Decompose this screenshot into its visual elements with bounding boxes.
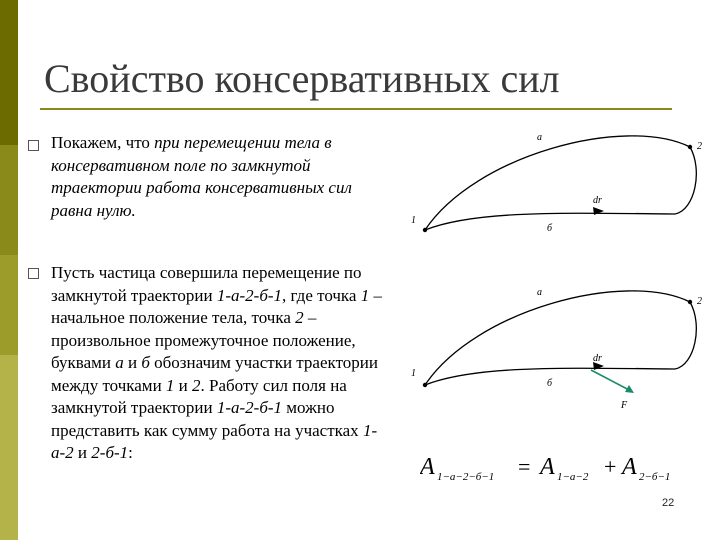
text-span: и (123, 353, 142, 372)
page-number: 22 (662, 497, 675, 509)
label-dr: dr (593, 353, 602, 364)
label-force: F (621, 400, 628, 411)
text-span: обозначим участки траектории между точками (51, 353, 378, 395)
formula-plus: + (604, 454, 617, 479)
formula-A-part1: A (540, 454, 555, 480)
text-italic: 1-а-2 (51, 420, 378, 462)
point-1 (423, 383, 427, 387)
accent-bar-segment (0, 355, 18, 540)
label-2: 2 (697, 141, 702, 152)
path-segment-a (425, 136, 696, 230)
trajectory-diagram-2 (405, 280, 705, 430)
point-2 (688, 300, 692, 304)
text-span: Пусть частица совершила перемещение по замкнутой траектории (51, 263, 362, 305)
text-italic: 2-б-1 (91, 443, 129, 462)
point-2 (688, 145, 692, 149)
text-span: . Работу сил поля на замкнутой траектории (51, 375, 347, 417)
bullet1-text-italic: при перемещении тела в консервативном поле по замкнутой траектории работа консервативных сил равна нулю. (51, 133, 352, 220)
accent-bar-segment (0, 255, 18, 355)
left-accent-bar (0, 0, 18, 540)
bullet-square-icon (28, 140, 39, 151)
label-b: б (547, 223, 553, 234)
label-2: 2 (697, 296, 702, 307)
text-span: и (174, 375, 193, 395)
label-1: 1 (411, 215, 416, 226)
text-span: можно представить как сумму работа на участках (51, 398, 363, 440)
force-vector (591, 370, 631, 391)
trajectory-diagram-1 (405, 125, 705, 245)
text-italic: а (115, 353, 124, 372)
text-span: – начальное положение тела, точка (51, 285, 382, 327)
text-span: – произвольное промежуточное положение, буквами (51, 308, 356, 372)
bullet1-text-plain: Покажем, что (51, 133, 155, 152)
slide-title: Свойство консервативных сил (44, 56, 560, 101)
text-italic: 2 (192, 375, 201, 395)
text-span: : (128, 443, 133, 462)
formula-equals: = (518, 454, 531, 479)
label-dr: dr (593, 195, 602, 206)
label-b: б (547, 378, 553, 389)
text-italic: 1 (165, 375, 175, 395)
point-1 (423, 228, 427, 232)
text-italic: 2 (295, 308, 304, 327)
formula-A-part2: A (622, 454, 637, 480)
formula-sub-total: 1−а−2−б−1 (437, 471, 495, 483)
formula-sub-part2: 2−б−1 (639, 471, 671, 483)
accent-bar-segment (0, 0, 18, 145)
text-span: , где точка (282, 285, 361, 305)
text-italic: 1-а-2-б-1 (216, 285, 283, 305)
bullet-text-1 (51, 132, 391, 222)
accent-bar-segment (0, 145, 18, 255)
label-1: 1 (411, 368, 416, 379)
formula-sub-part1: 1−а−2 (557, 471, 589, 483)
bullet-square-icon (28, 268, 39, 279)
bullet-text-2 (51, 262, 391, 465)
path-segment-a (425, 291, 696, 385)
text-span: и (73, 443, 92, 462)
text-italic: 1-а-2-б-1 (216, 398, 283, 417)
formula-A-total: A (420, 454, 435, 480)
title-underline (40, 108, 672, 110)
text-italic: б (141, 353, 150, 372)
label-a: a (537, 132, 542, 143)
label-a: a (537, 287, 542, 298)
text-italic: 1 (360, 285, 370, 305)
work-formula (420, 450, 690, 490)
